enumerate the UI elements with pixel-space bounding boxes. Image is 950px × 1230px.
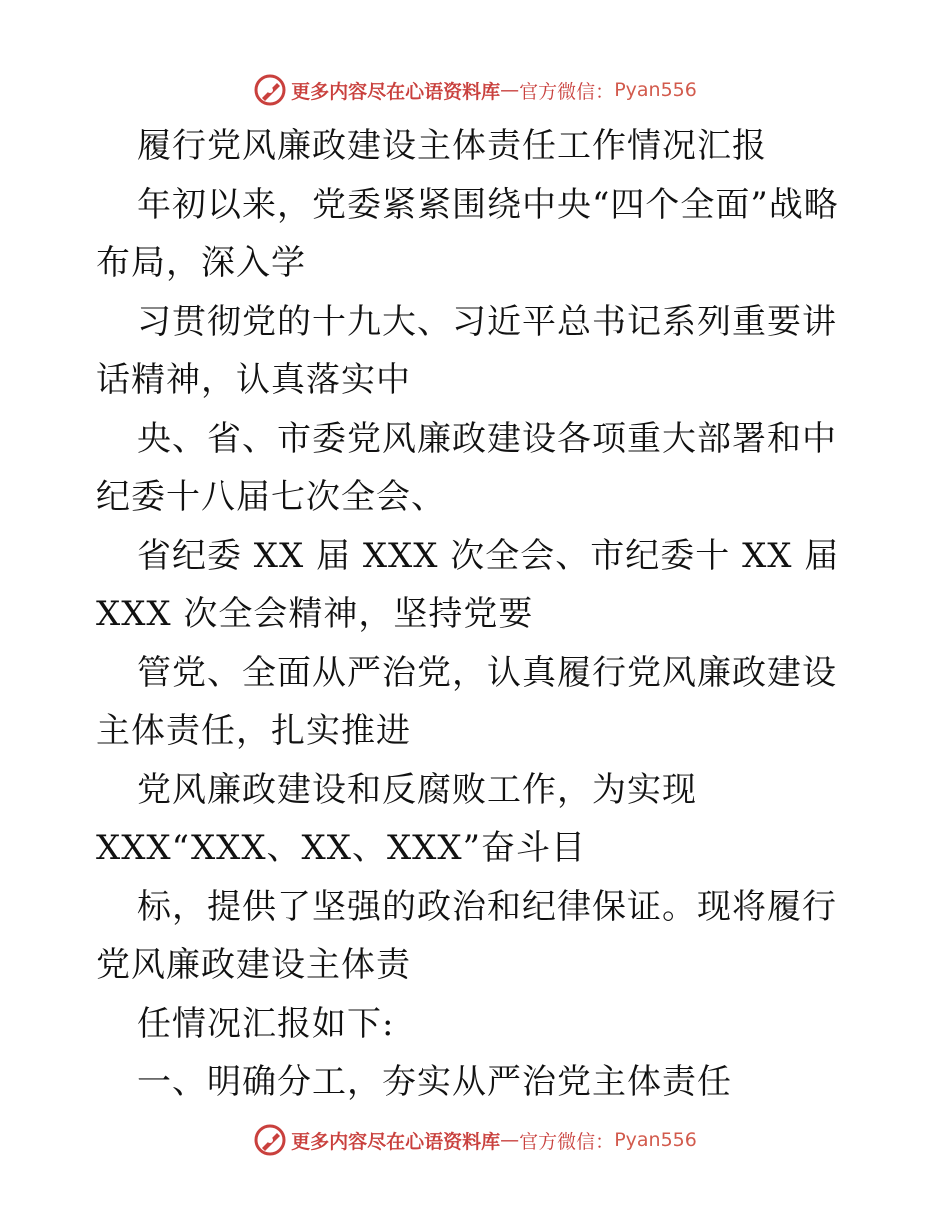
paragraph: XXX“XXX、XX、XXX”奋斗目 xyxy=(96,828,586,868)
watermark-id: Pyan556 xyxy=(614,1129,697,1151)
section-heading: 一、明确分工，夯实从严治党主体责任 xyxy=(137,1062,732,1102)
paragraph: 任情况汇报如下: xyxy=(137,1003,395,1044)
watermark-dash: — xyxy=(500,1129,520,1151)
document-body xyxy=(96,117,856,1112)
watermark-header xyxy=(0,70,950,110)
paragraph: 管党、全面从严治党，认真履行党风廉政建设主体责任，扎实推进 xyxy=(96,652,837,751)
watermark-dash: — xyxy=(500,79,520,101)
watermark-brand: 更多内容尽在心语资料库 xyxy=(291,1130,501,1153)
paragraph: 党风廉政建设和反腐败工作，为实现 xyxy=(137,769,697,810)
paragraph: 央、省、市委党风廉政建设各项重大部署和中纪委十八届七次全会、 xyxy=(96,418,837,517)
paragraph: 标，提供了坚强的政治和纪律保证。现将履行党风廉政建设主体责 xyxy=(96,886,837,985)
paragraph: 省纪委 XX 届 XXX 次全会、市纪委十 XX 届 xyxy=(137,535,840,576)
paragraph: 习贯彻党的十九大、习近平总书记系列重要讲话精神，认真落实中 xyxy=(96,301,837,400)
watermark-label: 官方微信： xyxy=(519,80,615,103)
watermark-id: Pyan556 xyxy=(614,79,697,101)
pen-logo-icon xyxy=(253,1123,287,1157)
paragraph: 年初以来，党委紧紧围绕中央“四个全面”战略布局，深入学 xyxy=(96,184,839,283)
watermark-footer xyxy=(0,1120,950,1160)
watermark-brand: 更多内容尽在心语资料库 xyxy=(291,80,501,103)
document-title: 履行党风廉政建设主体责任工作情况汇报 xyxy=(137,126,767,166)
paragraph: XXX 次全会精神，坚持党要 xyxy=(96,594,534,634)
watermark-label: 官方微信： xyxy=(519,1130,615,1153)
pen-logo-icon xyxy=(253,73,287,107)
